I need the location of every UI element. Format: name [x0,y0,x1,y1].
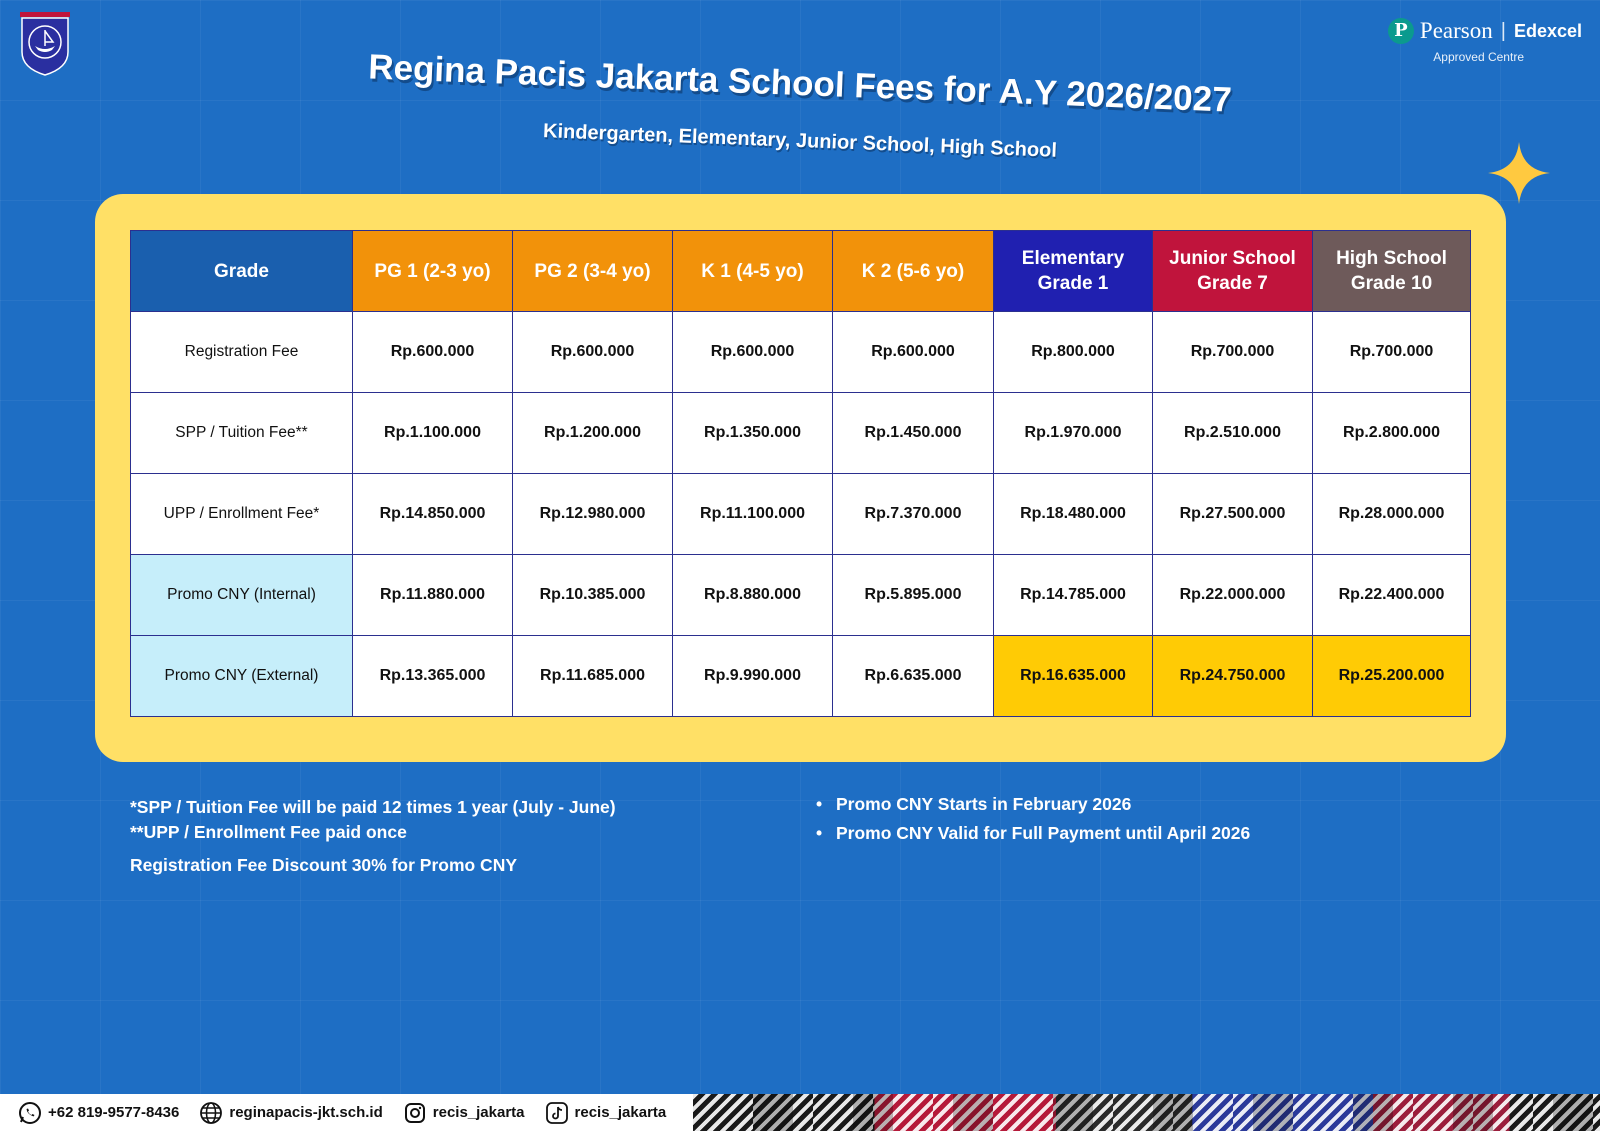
promo-note-item: • Promo CNY Starts in February 2026 [836,790,1250,819]
contact-list [18,1094,666,1131]
contact-whatsapp[interactable] [18,1101,179,1125]
fee-value-cell: Rp.5.895.000 [833,555,994,636]
whatsapp-icon [18,1101,42,1125]
fee-value-cell: Rp.22.000.000 [1153,555,1313,636]
contact-website[interactable] [199,1101,382,1125]
footnotes [130,795,616,878]
fee-row [131,474,1471,555]
fee-value-cell: Rp.28.000.000 [1313,474,1471,555]
footer-bar [0,1094,1600,1131]
grade-column-header-6 [1153,231,1313,312]
fee-value-cell: Rp.9.990.000 [673,636,833,717]
globe-icon [199,1101,223,1125]
pearson-name: Pearson [1419,18,1493,43]
fee-value-cell: Rp.22.400.000 [1313,555,1471,636]
fee-value-cell: Rp.800.000 [994,312,1153,393]
pearson-edexcel-logo [1342,18,1582,64]
fee-value-cell: Rp.12.980.000 [513,474,673,555]
fee-value-cell: Rp.600.000 [353,312,513,393]
fee-value-cell: Rp.11.100.000 [673,474,833,555]
fee-value-cell: Rp.11.880.000 [353,555,513,636]
fee-value-cell: Rp.10.385.000 [513,555,673,636]
header-sublabel: Grade 10 [1350,273,1433,294]
fee-value-cell: Rp.600.000 [513,312,673,393]
fee-value-cell: Rp.2.800.000 [1313,393,1471,474]
fee-value-cell: Rp.13.365.000 [353,636,513,717]
fee-value-cell: Rp.700.000 [1153,312,1313,393]
approved-centre-text: Approved Centre [1433,50,1524,64]
fee-row-label: Promo CNY (External) [131,636,353,717]
header-label: K 1 (4-5 yo) [701,260,804,282]
tiktok-icon [545,1101,569,1125]
fee-value-cell: Rp.2.510.000 [1153,393,1313,474]
fee-value-cell: Rp.6.635.000 [833,636,994,717]
grade-column-header-3 [673,231,833,312]
grade-column-header-2 [513,231,673,312]
fee-value-cell: Rp.24.750.000 [1153,636,1313,717]
fee-table-header-row [131,231,1471,312]
contact-instagram[interactable] [403,1101,525,1125]
grade-column-header-5 [994,231,1153,312]
footnote-tuition: *SPP / Tuition Fee will be paid 12 times 1 year (July - June) [130,797,616,817]
grade-column-header [131,231,353,312]
fee-value-cell: Rp.11.685.000 [513,636,673,717]
page-subtitle: Kindergarten, Elementary, Junior School, High School [542,120,1058,162]
tartan-pattern-strip [693,1094,1600,1131]
fee-value-cell: Rp.1.200.000 [513,393,673,474]
fee-row-label: Registration Fee [131,312,353,393]
fee-value-cell: Rp.25.200.000 [1313,636,1471,717]
grade-column-header-1 [353,231,513,312]
fee-row [131,636,1471,717]
fee-value-cell: Rp.1.350.000 [673,393,833,474]
fee-value-cell: Rp.16.635.000 [994,636,1153,717]
fee-value-cell: Rp.700.000 [1313,312,1471,393]
instagram-icon [403,1101,427,1125]
contact-tiktok[interactable] [545,1101,667,1125]
tiktok-handle: recis_jakarta [574,1104,667,1121]
fee-row-label: UPP / Enrollment Fee* [131,474,353,555]
promo-notes [836,790,1250,848]
header-sublabel: Grade 1 [1037,273,1109,294]
header-label: Elementary [1021,248,1125,269]
header-label: PG 1 (2-3 yo) [374,260,491,282]
fee-row-label: SPP / Tuition Fee** [131,393,353,474]
instagram-handle: recis_jakarta [432,1104,525,1121]
header-sublabel: Grade 7 [1197,273,1268,294]
pearson-separator: | [1500,19,1506,42]
fee-row [131,312,1471,393]
whatsapp-number: +62 819-9577-8436 [48,1104,180,1121]
fee-value-cell: Rp.8.880.000 [673,555,833,636]
page-title: Regina Pacis Jakarta School Fees for A.Y 2026/2027 [367,47,1233,120]
fee-row-label: Promo CNY (Internal) [131,555,353,636]
edexcel-name: Edexcel [1513,20,1582,41]
fee-value-cell: Rp.14.850.000 [353,474,513,555]
fee-value-cell: Rp.1.100.000 [353,393,513,474]
website-url: reginapacis-jkt.sch.id [229,1104,383,1121]
header-label: K 2 (5-6 yo) [861,260,965,282]
fee-value-cell: Rp.27.500.000 [1153,474,1313,555]
header-label: High School [1336,248,1447,269]
sparkle-icon [1488,142,1550,204]
header-label: PG 2 (3-4 yo) [534,260,651,282]
fee-table [130,230,1471,717]
fee-value-cell: Rp.14.785.000 [994,555,1153,636]
header-label: Grade [214,260,269,282]
promo-note-item: • Promo CNY Valid for Full Payment until April 2026 [836,819,1250,848]
grade-column-header-7 [1313,231,1471,312]
header-label: Junior School [1169,248,1296,269]
fee-row [131,393,1471,474]
fee-value-cell: Rp.1.450.000 [833,393,994,474]
fee-value-cell: Rp.1.970.000 [994,393,1153,474]
fee-row [131,555,1471,636]
fee-value-cell: Rp.600.000 [833,312,994,393]
fee-value-cell: Rp.7.370.000 [833,474,994,555]
footnote-registration-discount: Registration Fee Discount 30% for Promo CNY [130,855,518,875]
fee-value-cell: Rp.600.000 [673,312,833,393]
fee-value-cell: Rp.18.480.000 [994,474,1153,555]
grade-column-header-4 [833,231,994,312]
footnote-enrollment: **UPP / Enrollment Fee paid once [130,822,407,842]
pearson-logo-icon: P [1388,18,1414,44]
